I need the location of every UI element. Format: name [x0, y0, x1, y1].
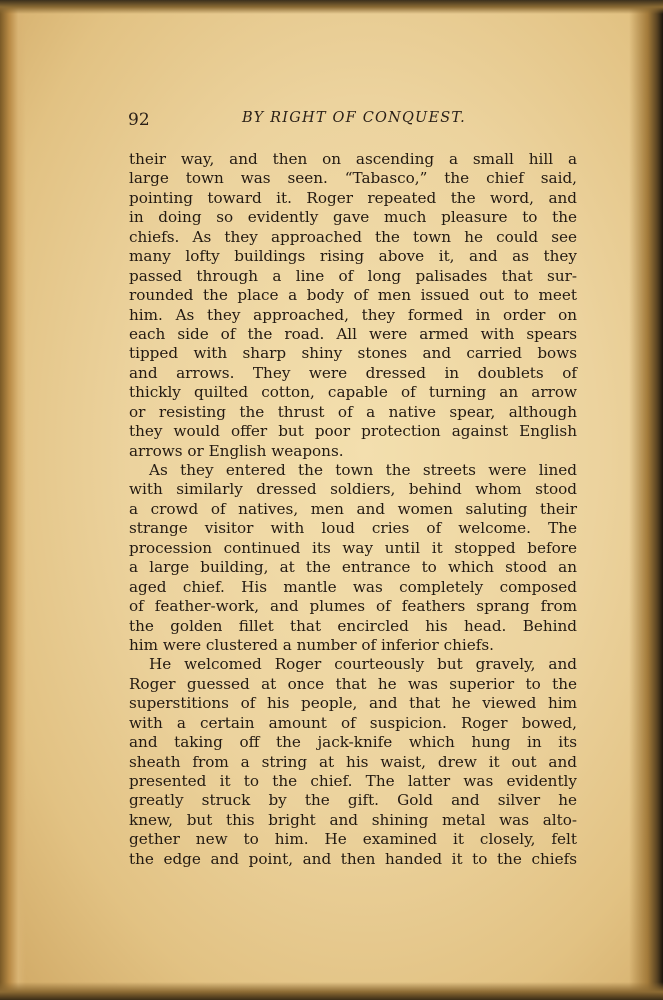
text-line: aged chief. His mantle was completely composed — [129, 577, 577, 596]
text-line: chiefs. As they approached the town he could see — [129, 227, 577, 246]
text-line: passed through a line of long palisades that sur- — [129, 266, 577, 285]
text-line: of feather-work, and plumes of feathers sprang from — [129, 597, 577, 616]
running-title: BY RIGHT OF CONQUEST. — [242, 110, 466, 126]
page-number: 92 — [128, 110, 150, 130]
text-line: large town was seen. “Tabasco,” the chief said, — [129, 169, 577, 188]
text-line: Roger guessed at once that he was superior to the — [129, 674, 577, 693]
text-line: with similarly dressed soldiers, behind whom stood — [129, 480, 577, 499]
text-line: He welcomed Roger courteously but gravely, and — [149, 655, 577, 674]
text-line: sheath from a string at his waist, drew it out and — [129, 752, 577, 771]
text-line: knew, but this bright and shining metal was alto- — [129, 810, 577, 829]
text-line: or resisting the thrust of a native spear, although — [129, 402, 577, 421]
text-line: and taking off the jack-knife which hung in its — [129, 733, 577, 752]
text-line: procession continued its way until it stopped before — [129, 538, 577, 557]
text-line: each side of the road. All were armed with spears — [129, 324, 577, 343]
text-line: gether new to him. He examined it closely, felt — [129, 830, 577, 849]
page-top-edge — [0, 0, 663, 14]
page-right-edge — [629, 0, 663, 1000]
text-line: a crowd of natives, men and women saluting their — [129, 499, 577, 518]
text-line: pointing toward it. Roger repeated the word, and — [129, 188, 577, 207]
text-line: and arrows. They were dressed in doublets of — [129, 363, 577, 382]
text-line: in doing so evidently gave much pleasure to the — [129, 208, 577, 227]
text-line: him. As they approached, they formed in order on — [129, 305, 577, 324]
text-line: thickly quilted cotton, capable of turning an arrow — [129, 383, 577, 402]
text-line: him were clustered a number of inferior chiefs. — [129, 635, 494, 654]
text-line: rounded the place a body of men issued out to meet — [129, 286, 577, 305]
text-line: strange visitor with loud cries of welcome. The — [129, 519, 577, 538]
text-line: As they entered the town the streets were lined — [149, 461, 577, 479]
text-line: arrows or English weapons. — [129, 441, 344, 460]
text-line: tipped with sharp shiny stones and carried bows — [129, 344, 577, 363]
page-bottom-edge — [0, 982, 663, 1000]
text-line: they would offer but poor protection against English — [129, 422, 577, 441]
page-left-edge — [0, 0, 26, 1000]
text-line: presented it to the chief. The latter was evidently — [129, 772, 577, 790]
text-line: a large building, at the entrance to which stood an — [129, 558, 577, 577]
text-line: greatly struck by the gift. Gold and silver he — [129, 791, 577, 810]
text-line: superstitions of his people, and that he viewed him — [129, 694, 577, 713]
text-line: with a certain amount of suspicion. Roger bowed, — [129, 713, 577, 732]
body-text — [129, 150, 577, 869]
page-header — [128, 106, 578, 136]
text-line: the edge and point, and then handed it to the chiefs — [129, 849, 577, 868]
text-line: the golden fillet that encircled his head. Behind — [129, 616, 577, 635]
text-line: their way, and then on ascending a small hill a — [129, 150, 577, 168]
text-line: many lofty buildings rising above it, and as they — [129, 247, 577, 266]
